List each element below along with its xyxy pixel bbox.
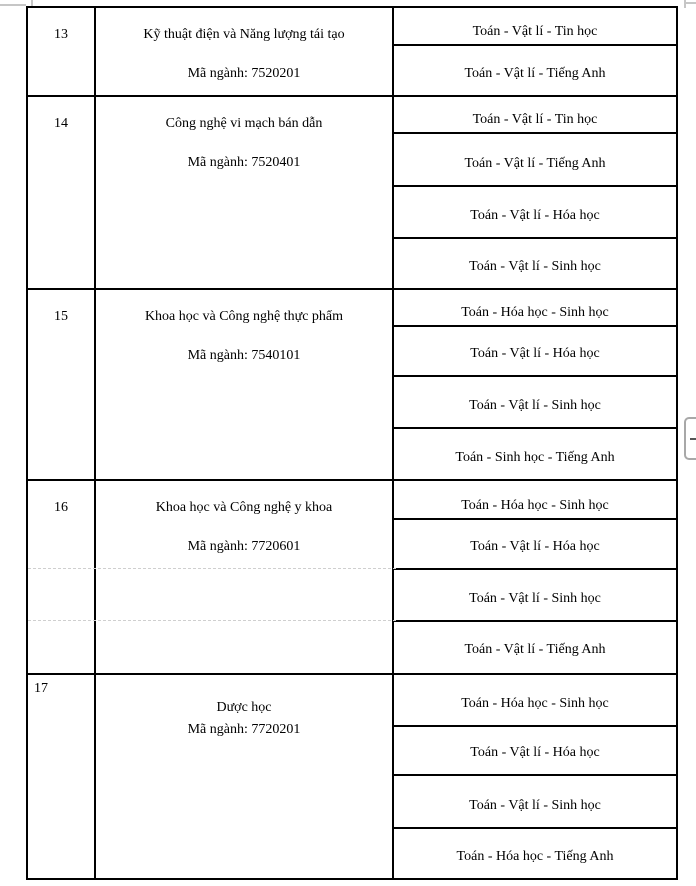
combos-cell [394,290,676,479]
major-code: Mã ngành: 7720201 [187,722,301,737]
major-cell [96,290,394,479]
combo-cell [394,725,676,775]
row-number-cell [28,481,96,673]
major-cell [96,97,394,288]
combos-cell [394,675,676,878]
combo-cell [394,375,676,427]
combo-label: Toán - Sinh học - Tiếng Anh [455,450,615,465]
combo-label: Toán - Vật lí - Tin học [472,112,598,127]
combo-label: Toán - Vật lí - Sinh học [469,398,601,413]
row-number-cell [28,8,96,95]
major-code: Mã ngành: 7540101 [187,348,301,363]
combo-label: Toán - Vật lí - Tiếng Anh [464,66,606,81]
combo-label: Toán - Vật lí - Hóa học [470,208,600,223]
combo-cell [394,827,676,879]
combo-cell [394,568,676,620]
table-row [28,479,676,673]
combo-cell [394,620,676,671]
row-number-cell [28,290,96,479]
combos-cell [394,8,676,95]
edge-scroll-button[interactable] [684,417,696,460]
combos-cell [394,481,676,673]
combo-cell [394,427,676,479]
combo-label: Toán - Hóa học - Sinh học [461,305,609,320]
page-edge-artifact-top-left-h [0,4,26,6]
combo-cell [394,675,676,725]
major-cell [96,8,394,95]
combo-cell [394,97,676,132]
minus-icon [690,438,696,440]
major-cell [96,481,394,673]
combo-label: Toán - Vật lí - Tiếng Anh [464,156,606,171]
combo-label: Toán - Vật lí - Hóa học [470,346,600,361]
combo-cell [394,481,676,518]
major-name: Khoa học và Công nghệ y khoa [155,500,333,515]
combo-cell [394,774,676,826]
combo-cell [394,325,676,375]
row-number: 16 [54,500,68,515]
combo-label: Toán - Vật lí - Hóa học [470,539,600,554]
table-row [28,95,676,288]
major-name: Kỹ thuật điện và Năng lượng tái tạo [143,27,345,42]
combo-cell [394,132,676,185]
row-number: 13 [54,27,68,42]
major-code: Mã ngành: 7520201 [187,66,301,81]
combo-label: Toán - Vật lí - Sinh học [469,591,601,606]
combo-label: Toán - Vật lí - Tin học [472,24,598,39]
combo-label: Toán - Vật lí - Sinh học [469,259,601,274]
row-number: 14 [54,116,68,131]
combo-cell [394,8,676,44]
combo-cell [394,518,676,568]
combos-cell [394,97,676,288]
combo-label: Toán - Hóa học - Sinh học [461,695,609,711]
page-edge-artifact-top-right-h [684,2,696,4]
row-number: 15 [54,309,68,324]
dashed-gridline [28,620,396,621]
major-name: Công nghệ vi mạch bán dẫn [165,116,323,131]
row-number: 17 [34,681,48,696]
row-number-cell [28,97,96,288]
row-number-cell [28,675,96,878]
combo-label: Toán - Hóa học - Sinh học [461,498,609,513]
combo-label: Toán - Vật lí - Sinh học [469,797,601,813]
table-row [28,288,676,479]
table-row [28,673,676,878]
major-name: Khoa học và Công nghệ thực phẩm [144,309,344,324]
major-code: Mã ngành: 7520401 [187,155,301,170]
table-row [28,8,676,95]
major-code: Mã ngành: 7720601 [187,539,301,554]
combo-cell [394,44,676,95]
major-name: Dược học [216,700,272,715]
combo-cell [394,237,676,288]
dashed-gridline [28,568,396,569]
combo-cell [394,185,676,237]
combo-label: Toán - Hóa học - Tiếng Anh [456,849,614,865]
combo-cell [394,290,676,325]
majors-table [26,6,678,880]
combo-label: Toán - Vật lí - Tiếng Anh [464,642,606,657]
combo-label: Toán - Vật lí - Hóa học [470,745,600,761]
major-cell [96,675,394,878]
